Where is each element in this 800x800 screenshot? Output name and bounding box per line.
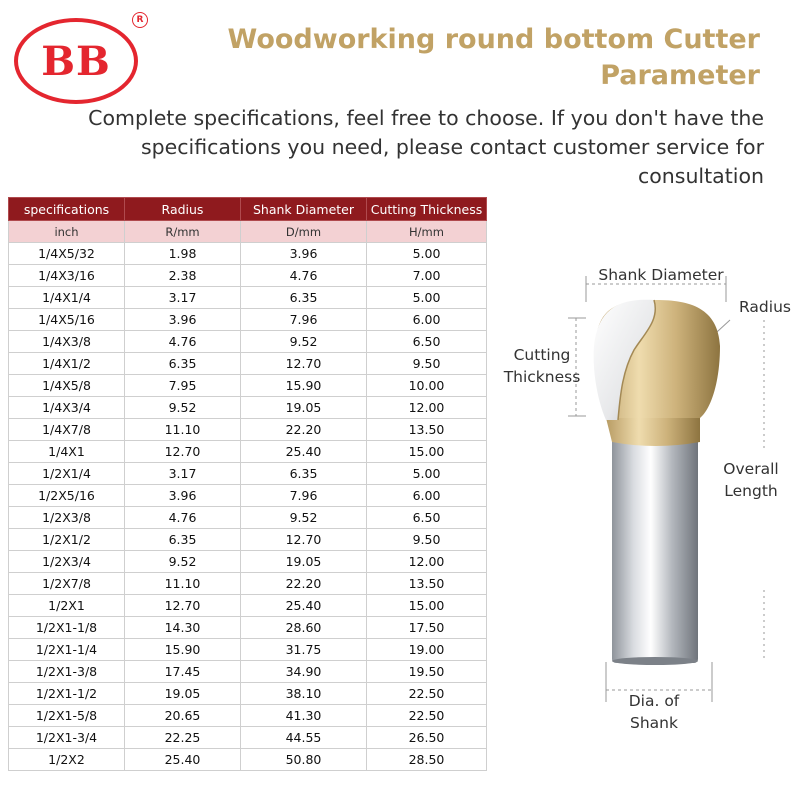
cell-shank-diameter: 22.20 — [241, 419, 367, 441]
cell-specification: 1/2X5/16 — [9, 485, 125, 507]
header-shank-diameter: Shank Diameter — [241, 198, 367, 221]
label-dia-of-shank: Dia. of Shank — [628, 692, 680, 732]
cell-shank-diameter: 50.80 — [241, 749, 367, 771]
table-row — [9, 639, 487, 661]
cell-specification: 1/4X1 — [9, 441, 125, 463]
cell-cutting-thickness: 5.00 — [367, 287, 487, 309]
cell-specification: 1/4X1/2 — [9, 353, 125, 375]
cell-radius: 11.10 — [125, 573, 241, 595]
cell-specification: 1/4X5/16 — [9, 309, 125, 331]
cell-shank-diameter: 9.52 — [241, 507, 367, 529]
label-shank-diameter: Shank Diameter — [598, 266, 724, 284]
cell-radius: 3.17 — [125, 287, 241, 309]
cell-cutting-thickness: 19.50 — [367, 661, 487, 683]
table-row — [9, 507, 487, 529]
cell-specification: 1/2X1-3/4 — [9, 727, 125, 749]
cutter-diagram — [494, 250, 800, 750]
cell-specification: 1/2X1-1/4 — [9, 639, 125, 661]
cell-specification: 1/2X2 — [9, 749, 125, 771]
cell-radius: 3.17 — [125, 463, 241, 485]
cell-radius: 19.05 — [125, 683, 241, 705]
cell-shank-diameter: 19.05 — [241, 397, 367, 419]
table-row — [9, 419, 487, 441]
cell-specification: 1/4X1/4 — [9, 287, 125, 309]
cell-specification: 1/2X1-3/8 — [9, 661, 125, 683]
cell-shank-diameter: 7.96 — [241, 485, 367, 507]
cell-cutting-thickness: 9.50 — [367, 529, 487, 551]
table-row — [9, 397, 487, 419]
cell-specification: 1/4X5/8 — [9, 375, 125, 397]
cell-specification: 1/2X1/2 — [9, 529, 125, 551]
header-radius: Radius — [125, 198, 241, 221]
cell-specification: 1/4X3/4 — [9, 397, 125, 419]
cell-cutting-thickness: 12.00 — [367, 551, 487, 573]
table-row — [9, 375, 487, 397]
cell-cutting-thickness: 12.00 — [367, 397, 487, 419]
cell-cutting-thickness: 6.00 — [367, 309, 487, 331]
cell-shank-diameter: 19.05 — [241, 551, 367, 573]
cell-cutting-thickness: 28.50 — [367, 749, 487, 771]
logo-text: BB — [41, 37, 111, 85]
cell-radius: 6.35 — [125, 353, 241, 375]
table-row — [9, 265, 487, 287]
table-row — [9, 551, 487, 573]
cell-cutting-thickness: 15.00 — [367, 441, 487, 463]
cell-shank-diameter: 38.10 — [241, 683, 367, 705]
cell-cutting-thickness: 6.50 — [367, 331, 487, 353]
cell-cutting-thickness: 6.50 — [367, 507, 487, 529]
table-row — [9, 463, 487, 485]
cell-shank-diameter: 28.60 — [241, 617, 367, 639]
cell-radius: 12.70 — [125, 595, 241, 617]
cell-radius: 1.98 — [125, 243, 241, 265]
table-row — [9, 441, 487, 463]
cell-cutting-thickness: 22.50 — [367, 683, 487, 705]
cell-specification: 1/2X1/4 — [9, 463, 125, 485]
units-row — [9, 221, 487, 243]
cell-radius: 3.96 — [125, 309, 241, 331]
label-overall-length: Overall Length — [723, 460, 779, 500]
cell-specification: 1/4X3/16 — [9, 265, 125, 287]
table-row — [9, 331, 487, 353]
unit-thickness: H/mm — [367, 221, 487, 243]
cell-cutting-thickness: 9.50 — [367, 353, 487, 375]
cell-shank-diameter: 25.40 — [241, 441, 367, 463]
cell-radius: 2.38 — [125, 265, 241, 287]
registered-mark-icon: R — [132, 12, 148, 28]
cell-radius: 6.35 — [125, 529, 241, 551]
cell-specification: 1/4X5/32 — [9, 243, 125, 265]
cell-shank-diameter: 6.35 — [241, 463, 367, 485]
cell-cutting-thickness: 13.50 — [367, 419, 487, 441]
cell-shank-diameter: 12.70 — [241, 529, 367, 551]
cell-radius: 22.25 — [125, 727, 241, 749]
cutter-body — [594, 300, 720, 446]
header-cutting-thickness: Cutting Thickness — [367, 198, 487, 221]
table-row — [9, 595, 487, 617]
cell-cutting-thickness: 26.50 — [367, 727, 487, 749]
cell-specification: 1/4X7/8 — [9, 419, 125, 441]
cell-cutting-thickness: 13.50 — [367, 573, 487, 595]
cell-radius: 12.70 — [125, 441, 241, 463]
table-row — [9, 309, 487, 331]
label-radius: Radius — [739, 298, 791, 316]
cell-specification: 1/2X1-1/2 — [9, 683, 125, 705]
cell-radius: 3.96 — [125, 485, 241, 507]
cell-cutting-thickness: 17.50 — [367, 617, 487, 639]
cell-shank-diameter: 31.75 — [241, 639, 367, 661]
cell-cutting-thickness: 7.00 — [367, 265, 487, 287]
cell-cutting-thickness: 10.00 — [367, 375, 487, 397]
cell-shank-diameter: 34.90 — [241, 661, 367, 683]
cell-radius: 4.76 — [125, 507, 241, 529]
spec-table — [8, 197, 487, 771]
cell-radius: 14.30 — [125, 617, 241, 639]
cell-cutting-thickness: 5.00 — [367, 243, 487, 265]
table-row — [9, 705, 487, 727]
cell-cutting-thickness: 22.50 — [367, 705, 487, 727]
table-row — [9, 353, 487, 375]
header-specifications: specifications — [9, 198, 125, 221]
brand-logo — [14, 12, 148, 106]
cell-radius: 7.95 — [125, 375, 241, 397]
cell-shank-diameter: 41.30 — [241, 705, 367, 727]
cell-specification: 1/2X7/8 — [9, 573, 125, 595]
table-row — [9, 617, 487, 639]
cell-shank-diameter: 15.90 — [241, 375, 367, 397]
cell-shank-diameter: 9.52 — [241, 331, 367, 353]
cell-shank-diameter: 4.76 — [241, 265, 367, 287]
cell-radius: 4.76 — [125, 331, 241, 353]
cell-radius: 9.52 — [125, 551, 241, 573]
table-row — [9, 573, 487, 595]
cell-cutting-thickness: 19.00 — [367, 639, 487, 661]
unit-shank: D/mm — [241, 221, 367, 243]
unit-radius: R/mm — [125, 221, 241, 243]
cell-specification: 1/2X3/8 — [9, 507, 125, 529]
cell-radius: 11.10 — [125, 419, 241, 441]
cell-shank-diameter: 22.20 — [241, 573, 367, 595]
cell-cutting-thickness: 15.00 — [367, 595, 487, 617]
cell-specification: 1/2X1-5/8 — [9, 705, 125, 727]
cell-specification: 1/2X3/4 — [9, 551, 125, 573]
cell-shank-diameter: 7.96 — [241, 309, 367, 331]
table-row — [9, 749, 487, 771]
table-row — [9, 661, 487, 683]
table-row — [9, 485, 487, 507]
label-cutting-thickness: Cutting Thickness — [503, 346, 581, 386]
cell-cutting-thickness: 5.00 — [367, 463, 487, 485]
cell-shank-diameter: 44.55 — [241, 727, 367, 749]
cell-shank-diameter: 6.35 — [241, 287, 367, 309]
cell-radius: 25.40 — [125, 749, 241, 771]
cell-specification: 1/2X1 — [9, 595, 125, 617]
cell-radius: 15.90 — [125, 639, 241, 661]
shank — [612, 438, 698, 665]
table-header-row — [9, 198, 487, 221]
table-row — [9, 529, 487, 551]
cell-radius: 9.52 — [125, 397, 241, 419]
cell-cutting-thickness: 6.00 — [367, 485, 487, 507]
page-title: Woodworking round bottom Cutter Parameter — [227, 24, 760, 91]
table-row — [9, 243, 487, 265]
cell-shank-diameter: 25.40 — [241, 595, 367, 617]
cell-specification: 1/2X1-1/8 — [9, 617, 125, 639]
logo-oval — [14, 18, 138, 104]
cell-radius: 20.65 — [125, 705, 241, 727]
cell-specification: 1/4X3/8 — [9, 331, 125, 353]
table-row — [9, 683, 487, 705]
cell-shank-diameter: 12.70 — [241, 353, 367, 375]
table-row — [9, 727, 487, 749]
cell-radius: 17.45 — [125, 661, 241, 683]
table-row — [9, 287, 487, 309]
cell-shank-diameter: 3.96 — [241, 243, 367, 265]
page-subtitle: Complete specifications, feel free to choose. If you don't have the specifications you need, please contact customer service for consultation — [88, 106, 764, 188]
unit-inch: inch — [9, 221, 125, 243]
